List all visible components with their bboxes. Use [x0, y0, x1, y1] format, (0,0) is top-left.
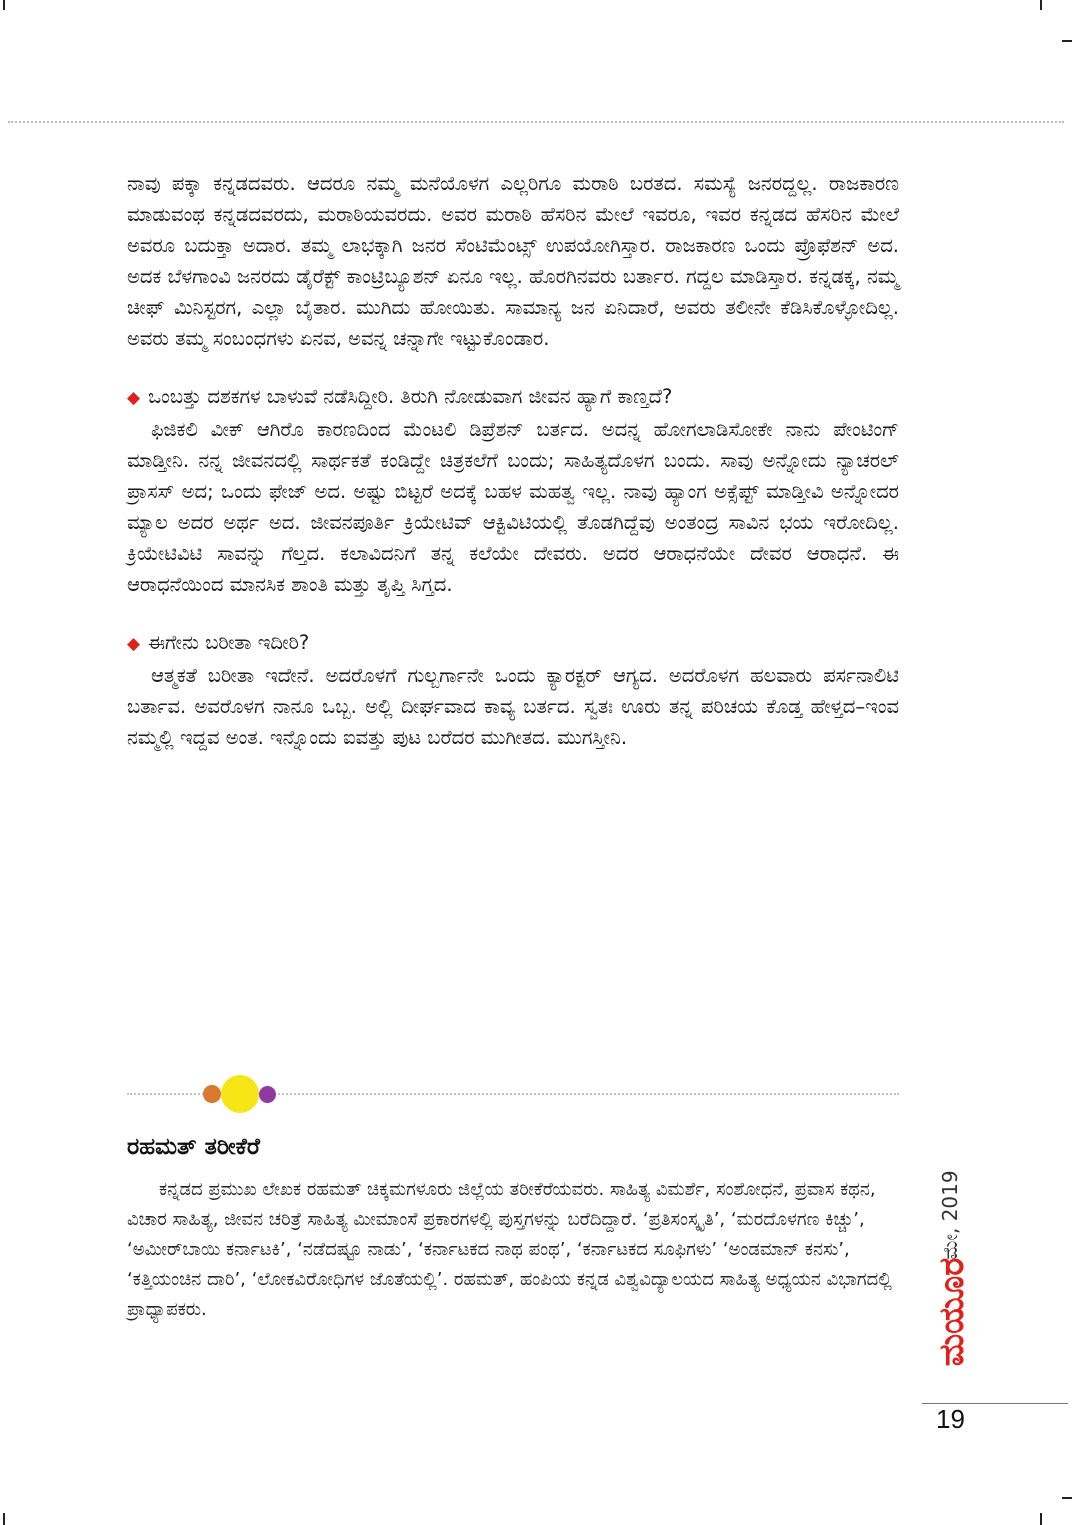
issue-date: ಮೇ, 2019 — [938, 1170, 962, 1260]
spacer — [127, 600, 899, 627]
question-1 — [127, 381, 899, 414]
answer-2: ಆತ್ಮಕತೆ ಬರೀತಾ ಇದೇನೆ. ಅದರೊಳಗೆ ಗುಲ್ಬರ್ಗಾನೇ ಒಂದು ಕ್ಯಾರಕ್ಟರ್ ಆಗ್ಯದ. ಅದರೊಳಗ ಹಲವಾರು ಪರ್ಸನಾಲಿಟಿ ಬರ್ತಾವ. ಅವರೊಳಗ ನಾನೂ ಒಬ್ಬ. ಅಲ್ಲಿ ದೀರ್ಘವಾದ ಕಾವ್ಯ ಬರ್ತದ. ಸ್ವತಃ ಊರು ತನ್ನ ಪರಿಚಯ ಕೊಡ್ತ ಹೇಳ್ತದ–ಇಂವ ನಮ್ಮಲ್ಲಿ ಇದ್ದವ ಅಂತ. ಇನ್ನೊಂದು ಐವತ್ತು ಪುಟ ಬರೆದರ ಮುಗೀತದ. ಮುಗಸ್ತೀನಿ. — [127, 664, 899, 749]
answer-1: ಫಿಜಿಕಲಿ ವೀಕ್ ಆಗಿರೊ ಕಾರಣದಿಂದ ಮೆಂಟಲಿ ಡಿಪ್ರೆಶನ್ ಬರ್ತದ. ಅದನ್ನ ಹೋಗಲಾಡಿಸೋಕೇ ನಾನು ಪೇಂಟಿಂಗ್ ಮಾಡ್ತೀನಿ. ನನ್ನ ಜೀವನದಲ್ಲಿ ಸಾರ್ಥಕತೆ ಕಂಡಿದ್ದೇ ಚಿತ್ರಕಲೆಗೆ ಬಂದು; ಸಾಹಿತ್ಯದೊಳಗ ಬಂದು. ಸಾವು ಅನ್ನೋದು ನ್ಯಾಚರಲ್ ಪ್ರಾಸಸ್ ಅದ; ಒಂದು ಫೇಜ್ ಅದ. ಅಷ್ಟು ಬಿಟ್ಟರೆ ಅದಕ್ಕೆ ಬಹಳ ಮಹತ್ವ ಇಲ್ಲ. ನಾವು ಹ್ಯಾಂಗ ಅಕ್ಸೆಪ್ಟ್ ಮಾಡ್ತೀವಿ ಅನ್ನೋದರ ಮ್ಯಾಲ ಅದರ ಅರ್ಥ ಅದ. ಜೀವನಪೂರ್ತಿ ಕ್ರಿಯೇಟಿವ್ ಆಕ್ಟಿವಿಟಿಯಲ್ಲಿ ತೊಡಗಿದ್ದೆವು ಅಂತಂದ್ರ ಸಾವಿನ ಭಯ ಇರೋದಿಲ್ಲ. ಕ್ರಿಯೇಟಿವಿಟಿ ಸಾವನ್ನು ಗೆಲ್ತದ. ಕಲಾವಿದನಿಗೆ ತನ್ನ ಕಲೆಯೇ ದೇವರು. ಅದರ ಆರಾಧನೆಯೇ ದೇವರ ಆರಾಧನೆ. ಈ ಆರಾಧನೆಯಿಂದ ಮಾನಸಿಕ ಶಾಂತಿ ಮತ್ತು ತೃಪ್ತಿ ಸಿಗ್ತದ. — [127, 418, 899, 596]
section-divider — [127, 1074, 899, 1114]
spacer — [127, 354, 899, 381]
question-2-text: ಈಗೇನು ಬರೀತಾ ಇದೀರಿ? — [148, 631, 310, 654]
orange-dot-icon — [203, 1085, 221, 1103]
magazine-logo: ಮಯೂರ — [932, 1257, 972, 1367]
top-dotted-rule — [8, 121, 1064, 123]
question-1-text: ಒಂಬತ್ತು ದಶಕಗಳ ಬಾಳುವೆ ನಡೆಸಿದ್ದೀರಿ. ತಿರುಗಿ ನೋಡುವಾಗ ಜೀವನ ಹ್ಯಾಗೆ ಕಾಣ್ತದೆ? — [148, 385, 673, 408]
crop-mark-right-upper — [1062, 40, 1072, 42]
question-2 — [127, 627, 899, 660]
author-name: ರಹಮತ್ ತರೀಕೆರೆ — [127, 1134, 260, 1160]
crop-mark-bottom-left — [3, 1513, 5, 1525]
page-number: 19 — [936, 1404, 965, 1434]
author-bio-text: ಕನ್ನಡದ ಪ್ರಮುಖ ಲೇಖಕ ರಹಮತ್ ಚಿಕ್ಕಮಗಳೂರು ಜಿಲ್ಲೆಯ ತರೀಕೆರೆಯವರು. ಸಾಹಿತ್ಯ ವಿಮರ್ಶೆ, ಸಂಶೋಧನೆ, ಪ್ರವಾಸ ಕಥನ, ವಿಚಾರ ಸಾಹಿತ್ಯ, ಜೀವನ ಚರಿತ್ರೆ ಸಾಹಿತ್ಯ ಮೀಮಾಂಸೆ ಪ್ರಕಾರಗಳಲ್ಲಿ ಪುಸ್ತಗಳನ್ನು ಬರೆದಿದ್ದಾರೆ. ‘ಪ್ರತಿಸಂಸ್ಕೃತಿ’, ‘ಮರದೊಳಗಣ ಕಿಚ್ಚು’, ‘ಅಮೀರ್‌ಬಾಯಿ ಕರ್ನಾಟಕಿ’, ‘ನಡೆದಷ್ಟೂ ನಾಡು’, ‘ಕರ್ನಾಟಕದ ನಾಥ ಪಂಥ’, ‘ಕರ್ನಾಟಕದ ಸೂಫಿಗಳು’ ‘ಅಂಡಮಾನ್ ಕನಸು’, ‘ಕತ್ತಿಯಂಚಿನ ದಾರಿ’, ‘ಲೋಕವಿರೋಧಿಗಳ ಜೊತೆಯಲ್ಲಿ’. ರಹಮತ್, ಹಂಪಿಯ ಕನ್ನಡ ವಿಶ್ವವಿದ್ಯಾಲಯದ ಸಾಹಿತ್ಯ ಅಧ್ಯಯನ ವಿಭಾಗದಲ್ಲಿ ಪ್ರಾಧ್ಯಾಪಕರು. — [127, 1179, 892, 1320]
diamond-bullet-icon: ◆ — [127, 634, 141, 654]
crop-mark-bottom-right — [1040, 1513, 1042, 1525]
crop-mark-top-left — [3, 0, 5, 10]
article-body — [127, 168, 899, 753]
crop-mark-right-lower — [1062, 1497, 1072, 1499]
diamond-bullet-icon: ◆ — [127, 388, 141, 408]
article-paragraph-1: ನಾವು ಪಕ್ಕಾ ಕನ್ನಡದವರು. ಆದರೂ ನಮ್ಮ ಮನೆಯೊಳಗ ಎಲ್ಲರಿಗೂ ಮರಾಠಿ ಬರತದ. ಸಮಸ್ಯೆ ಜನರದ್ದಲ್ಲ. ರಾಜಕಾರಣ ಮಾಡುವಂಥ ಕನ್ನಡದವರದು, ಮರಾಠಿಯವರದು. ಅವರ ಮರಾಠಿ ಹೆಸರಿನ ಮೇಲೆ ಇವರೂ, ಇವರ ಕನ್ನಡದ ಹೆಸರಿನ ಮೇಲೆ ಅವರೂ ಬದುಕ್ತಾ ಅದಾರ. ತಮ್ಮ ಲಾಭಕ್ಕಾಗಿ ಜನರ ಸೆಂಟಿಮೆಂಟ್ಸ್ ಉಪಯೋಗಿಸ್ತಾರ. ರಾಜಕಾರಣ ಒಂದು ಪ್ರೊಫೆಶನ್ ಅದ. ಅದಕ ಬೆಳಗಾಂವಿ ಜನರದು ಡೈರೆಕ್ಟ್ ಕಾಂಟ್ರಿಬ್ಯೂಶನ್ ಏನೂ ಇಲ್ಲ. ಹೊರಗಿನವರು ಬರ್ತಾರ. ಗದ್ದಲ ಮಾಡಿಸ್ತಾರ. ಕನ್ನಡಕ್ಕ, ನಮ್ಮ ಚೀಫ್ ಮಿನಿಸ್ಟರಗ, ಎಲ್ಲಾ ಬೈತಾರ. ಮುಗಿದು ಹೋಯಿತು. ಸಾಮಾನ್ಯ ಜನ ಏನಿದಾರೆ, ಅವರು ತಲೀನೇ ಕೆಡಿಸಿಕೊಳ್ಳೋದಿಲ್ಲ. ಅವರು ತಮ್ಮ ಸಂಬಂಧಗಳು ಏನವ, ಅವನ್ನ ಚನ್ನಾಗೇ ಇಟ್ಟುಕೊಂಡಾರ. — [127, 172, 899, 350]
yellow-dot-icon — [221, 1075, 259, 1113]
purple-dot-icon — [259, 1086, 276, 1103]
author-bio — [127, 1175, 899, 1325]
crop-mark-top-right — [1040, 0, 1042, 10]
